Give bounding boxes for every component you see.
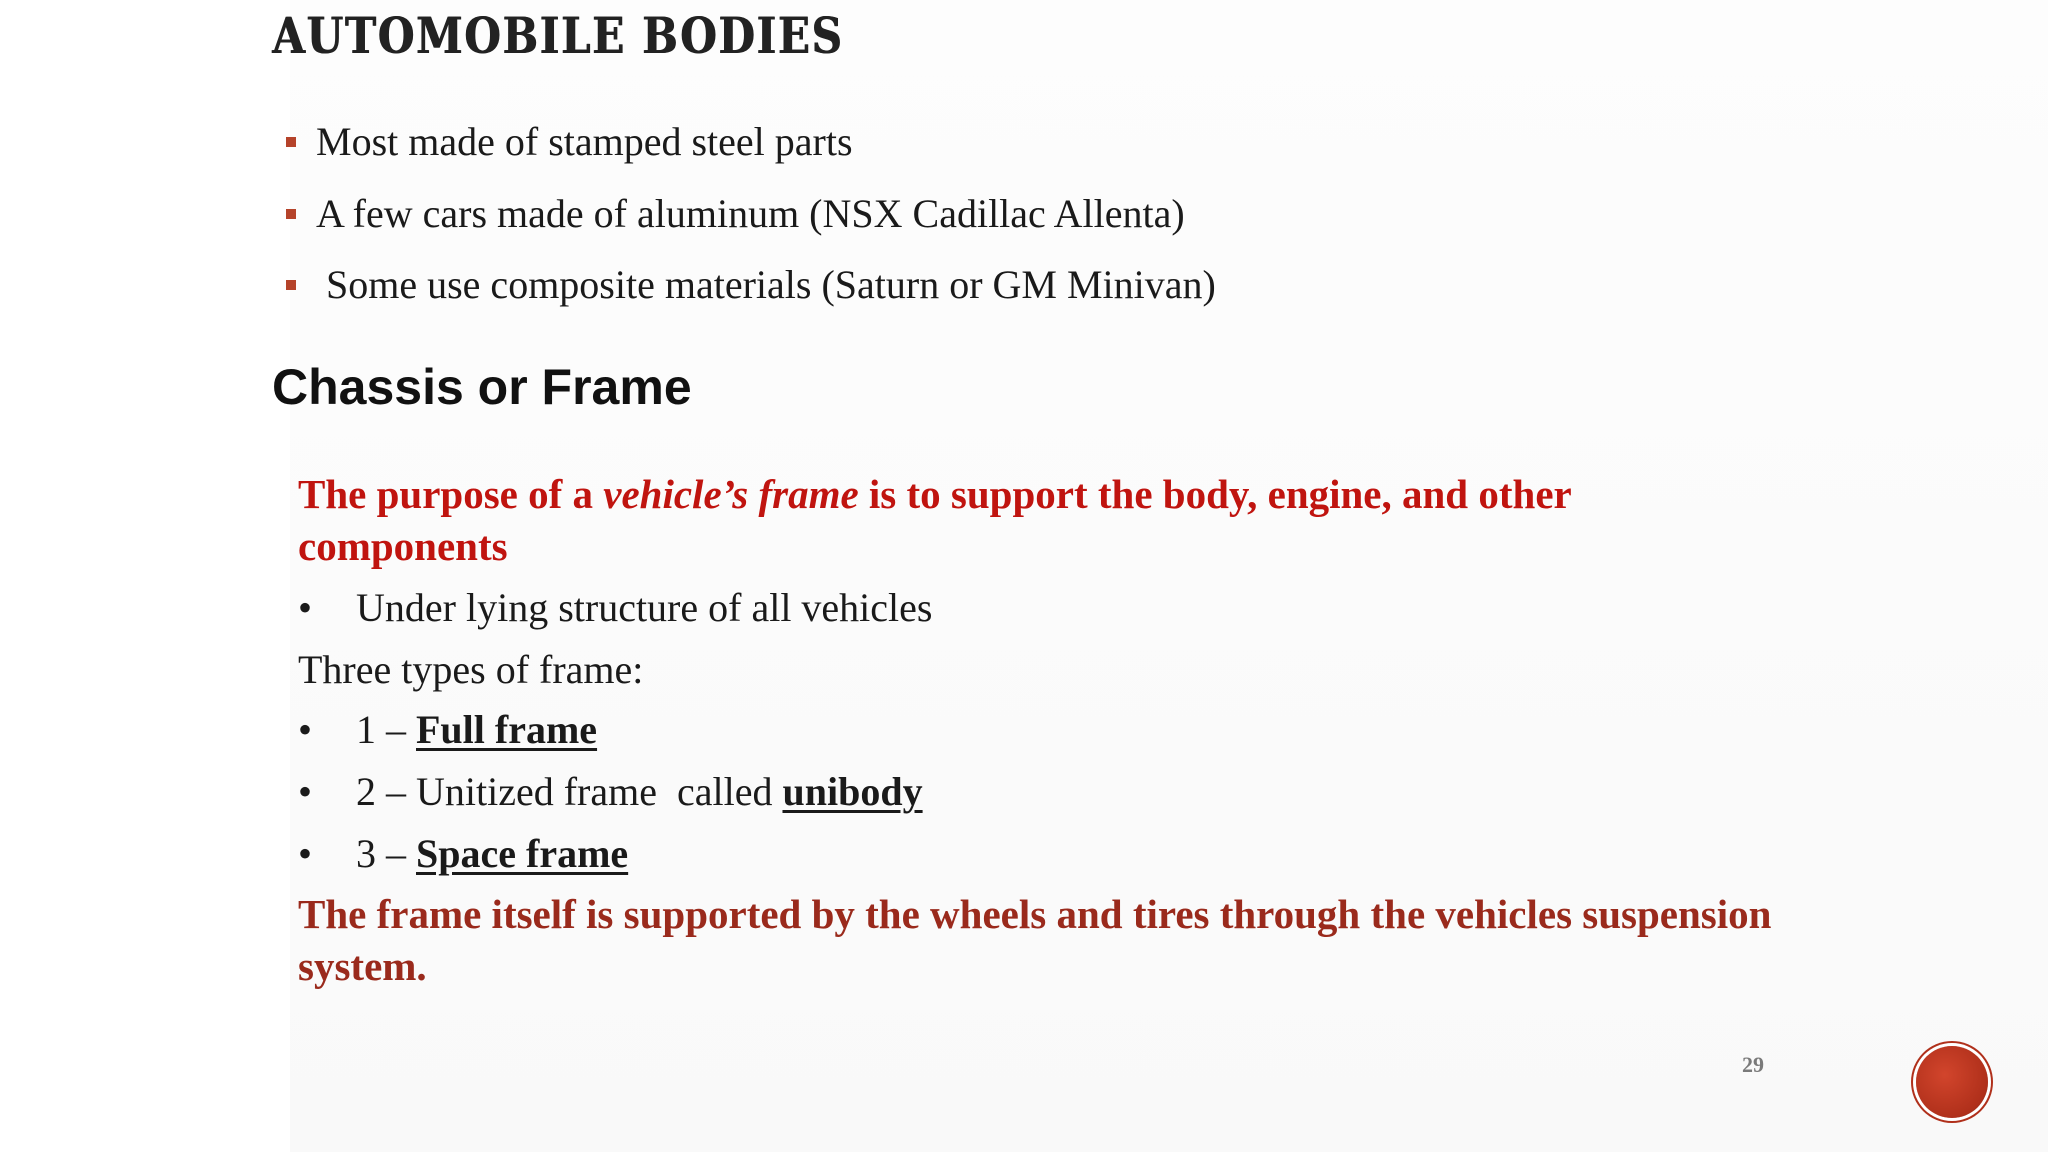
- bullet-text: Most made of stamped steel parts: [316, 119, 853, 164]
- page-number: 29: [1742, 1052, 1764, 1077]
- dot-bullet-icon: •: [298, 707, 313, 752]
- dot-bullet-icon: •: [298, 831, 313, 876]
- square-bullet-icon: [286, 280, 296, 290]
- bullet-text: Some use composite materials (Saturn or GM Minivan): [326, 262, 1216, 307]
- square-bullet-icon: [286, 209, 296, 219]
- dot-bullet-icon: •: [298, 585, 313, 630]
- types-heading: Three types of frame:: [298, 647, 644, 692]
- support-statement: The frame itself is supported by the wheels and tires through the vehicles suspension system.: [298, 891, 1772, 989]
- dot-bullet-icon: •: [298, 769, 313, 814]
- frame-type-item: • 3 – Space frame: [298, 831, 629, 876]
- bullet-item: [286, 261, 1216, 308]
- square-bullet-icon: [286, 137, 296, 147]
- slide-title: AUTOMOBILE BODIES: [272, 6, 844, 65]
- purpose-statement: The purpose of a vehicle’s frame is to support the body, engine, and other components: [298, 471, 1571, 569]
- frame-type-item: • 2 – Unitized frame called unibody: [298, 769, 923, 814]
- slide-nav-circle-icon[interactable]: [1916, 1046, 1988, 1118]
- list-item: • Under lying structure of all vehicles: [298, 585, 933, 630]
- frame-type-item: • 1 – Full frame: [298, 707, 598, 752]
- bullet-item: [286, 190, 1185, 237]
- bullet-item: [286, 118, 853, 165]
- bullet-text: A few cars made of aluminum (NSX Cadillac Allenta): [316, 191, 1185, 236]
- section-heading: Chassis or Frame: [272, 359, 692, 415]
